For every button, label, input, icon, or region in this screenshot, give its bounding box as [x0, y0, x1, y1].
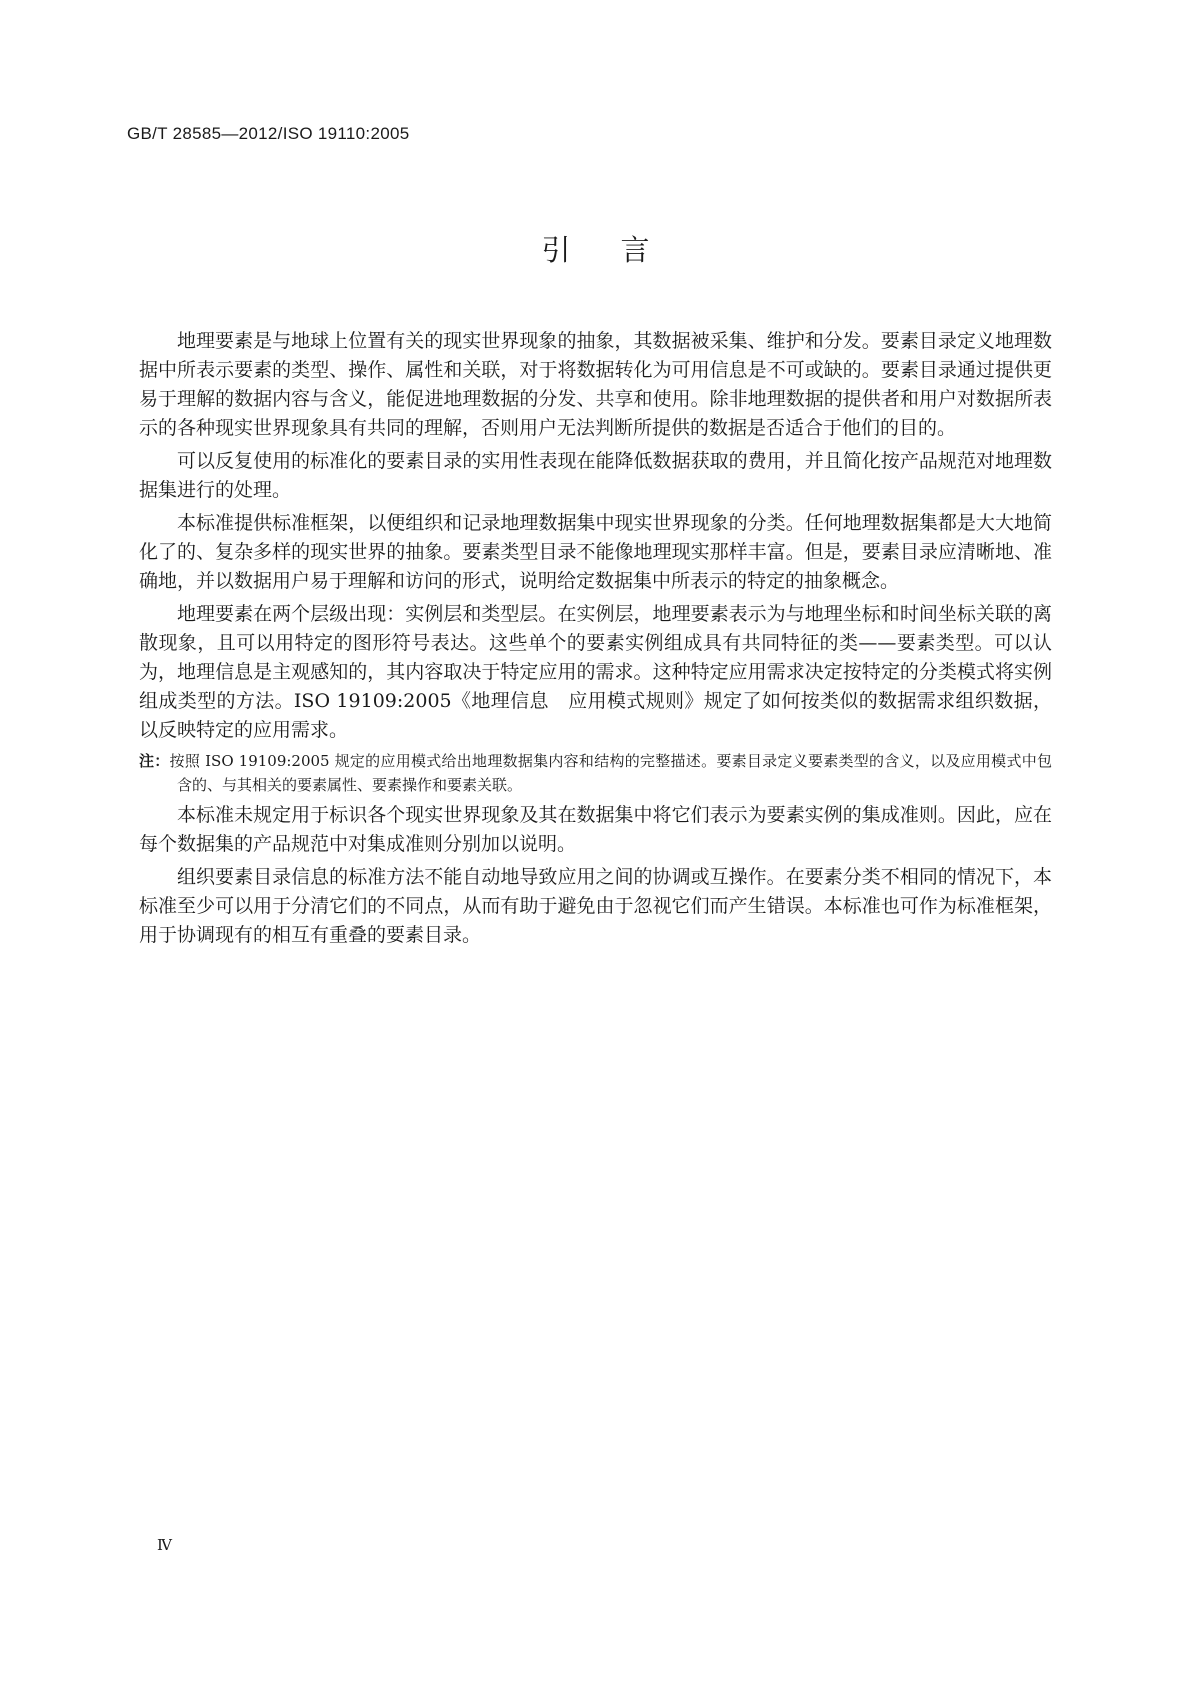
paragraph-4: 地理要素在两个层级出现：实例层和类型层。在实例层，地理要素表示为与地理坐标和时间坐标关联的离散现象，且可以用特定的图形符号表达。这些单个的要素实例组成具有共同特征的类——要素类型。可以认为，地理信息是主观感知的，其内容取决于特定应用的需求。这种特定应用需求决定按特定的分类模式将实例组成类型的方法。ISO 19109:2005《地理信息 应用模式规则》规定了如何按类似的数据需求组织数据，以反映特定的应用需求。 — [139, 603, 1052, 741]
page-title: 引言 — [541, 233, 700, 267]
note-label: 注： — [139, 752, 170, 770]
paragraph-6: 组织要素目录信息的标准方法不能自动地导致应用之间的协调或互操作。在要素分类不相同的情况下，本标准至少可以用于分清它们的不同点，从而有助于避免由于忽视它们而产生错误。本标准也可作为标准框架，用于协调现有的相互有重叠的要素目录。 — [139, 866, 1052, 946]
paragraph-2: 可以反复使用的标准化的要素目录的实用性表现在能降低数据获取的费用，并且简化按产品规范对地理数据集进行的处理。 — [139, 450, 1052, 501]
paragraph-3: 本标准提供标准框架，以便组织和记录地理数据集中现实世界现象的分类。任何地理数据集都是大大地简化了的、复杂多样的现实世界的抽象。要素类型目录不能像地理现实那样丰富。但是，要素目录应清晰地、准确地，并以数据用户易于理解和访问的形式，说明给定数据集中所表示的特定的抽象概念。 — [139, 512, 1052, 592]
note-text: 按照 ISO 19109:2005 规定的应用模式给出地理数据集内容和结构的完整描述。要素目录定义要素类型的含义，以及应用模式中包含的、与其相关的要素属性、要素操作和要素关联。 — [169, 752, 1052, 794]
note — [139, 749, 1052, 797]
paragraph-1: 地理要素是与地球上位置有关的现实世界现象的抽象，其数据被采集、维护和分发。要素目录定义地理数据中所表示要素的类型、操作、属性和关联，对于将数据转化为可用信息是不可或缺的。要素目录通过提供更易于理解的数据内容与含义，能促进地理数据的分发、共享和使用。除非地理数据的提供者和用户对数据所表示的各种现实世界现象具有共同的理解，否则用户无法判断所提供的数据是否适合于他们的目的。 — [139, 330, 1052, 439]
paragraph-5: 本标准未规定用于标识各个现实世界现象及其在数据集中将它们表示为要素实例的集成准则。因此，应在每个数据集的产品规范中对集成准则分别加以说明。 — [139, 804, 1052, 855]
introduction-body — [139, 327, 1052, 954]
document-standard-code: GB/T 28585—2012/ISO 19110:2005 — [127, 124, 410, 143]
page-number: Ⅳ — [157, 1536, 172, 1554]
